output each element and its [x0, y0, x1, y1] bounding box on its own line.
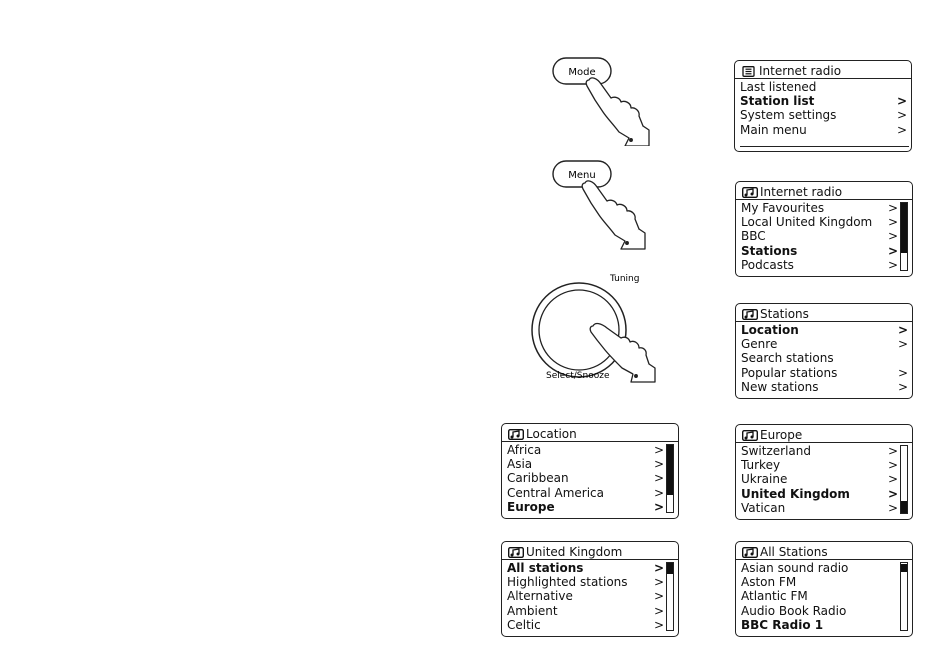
- submenu-arrow-icon: >: [888, 444, 899, 458]
- menu-item-label: BBC: [741, 229, 766, 244]
- screen-title: [736, 307, 912, 322]
- music-folder-icon: [508, 429, 524, 440]
- menu-item-label: Stations: [741, 243, 798, 258]
- menu-item-label: Asia: [507, 457, 533, 472]
- submenu-arrow-icon: >: [654, 617, 665, 632]
- submenu-arrow-icon: >: [898, 379, 909, 394]
- menu-item-label: Location: [741, 323, 799, 337]
- submenu-arrow-icon: >: [897, 94, 908, 109]
- menu-item-label: Popular stations: [741, 365, 838, 380]
- screen-title: [736, 545, 912, 560]
- display-screen-internet-radio-menu: [735, 181, 913, 277]
- menu-item-label: BBC Radio 1: [741, 617, 824, 632]
- screen-title-text: Stations: [760, 307, 809, 321]
- screen-title: [502, 427, 678, 442]
- screen-title-text: Europe: [760, 428, 803, 442]
- menu-item-label: Turkey: [741, 458, 781, 473]
- menu-item[interactable]: [741, 618, 908, 632]
- scrollbar[interactable]: [900, 202, 908, 271]
- menu-item[interactable]: [741, 229, 908, 243]
- menu-item[interactable]: [741, 351, 908, 365]
- submenu-arrow-icon: >: [888, 201, 899, 215]
- submenu-arrow-icon: >: [898, 365, 909, 380]
- screen-menu-list: [740, 80, 907, 137]
- scrollbar-thumb[interactable]: [667, 563, 673, 574]
- menu-item-label: Caribbean: [507, 471, 569, 486]
- screen-title-text: Internet radio: [760, 185, 843, 199]
- menu-item[interactable]: [507, 604, 674, 618]
- menu-item-label: Central America: [507, 485, 605, 500]
- screen-title: [735, 64, 911, 79]
- menu-item[interactable]: [740, 123, 907, 137]
- submenu-arrow-icon: >: [654, 443, 665, 457]
- menu-item[interactable]: [507, 618, 674, 632]
- menu-item-label: Asian sound radio: [741, 561, 849, 575]
- screen-title: [736, 185, 912, 200]
- menu-item-label: Highlighted stations: [507, 575, 628, 590]
- display-screen-all-stations: [735, 541, 913, 637]
- menu-item-label: Genre: [741, 337, 778, 352]
- menu-item[interactable]: [740, 108, 907, 122]
- menu-item-label: Atlantic FM: [741, 589, 808, 604]
- submenu-arrow-icon: >: [888, 500, 899, 515]
- submenu-arrow-icon: >: [888, 458, 899, 473]
- menu-item[interactable]: [507, 500, 674, 514]
- menu-item[interactable]: [507, 471, 674, 485]
- menu-item[interactable]: [741, 380, 908, 394]
- menu-item[interactable]: [741, 472, 908, 486]
- submenu-arrow-icon: >: [897, 108, 908, 123]
- menu-button-illustration: [545, 157, 655, 251]
- pointing-hand-icon: [582, 181, 645, 249]
- submenu-arrow-icon: >: [654, 561, 665, 575]
- menu-item[interactable]: [507, 457, 674, 471]
- menu-item[interactable]: [741, 215, 908, 229]
- menu-item-label: Celtic: [507, 617, 541, 632]
- menu-item-label: System settings: [740, 108, 837, 123]
- display-screen-location: [501, 423, 679, 519]
- music-folder-icon: [742, 547, 758, 558]
- submenu-arrow-icon: >: [898, 323, 909, 337]
- menu-item-label: Main menu: [740, 122, 807, 137]
- menu-item-label: Last listened: [740, 80, 817, 94]
- menu-item-label: My Favourites: [741, 201, 825, 215]
- submenu-arrow-icon: >: [654, 485, 665, 500]
- submenu-arrow-icon: >: [654, 457, 665, 472]
- menu-item-label: New stations: [741, 379, 819, 394]
- menu-item[interactable]: [741, 458, 908, 472]
- menu-item-label: Aston FM: [741, 575, 797, 590]
- menu-item[interactable]: [741, 201, 908, 215]
- menu-item[interactable]: [740, 94, 907, 108]
- menu-item-label: Ukraine: [741, 472, 788, 487]
- submenu-arrow-icon: >: [898, 337, 909, 352]
- menu-item[interactable]: [507, 443, 674, 457]
- menu-item-label: Europe: [507, 499, 555, 514]
- mode-button-label: Mode: [568, 67, 596, 78]
- tuning-knob-illustration: [525, 268, 675, 386]
- screen-title-text: United Kingdom: [526, 545, 623, 559]
- music-folder-icon: [742, 309, 758, 320]
- menu-item-label: Ambient: [507, 603, 558, 618]
- display-screen-europe: [735, 424, 913, 520]
- submenu-arrow-icon: >: [654, 471, 665, 486]
- menu-item[interactable]: [741, 366, 908, 380]
- menu-item-label: Africa: [507, 443, 542, 457]
- screen-title: [502, 545, 678, 560]
- screen-bottom-rule: [740, 146, 909, 147]
- menu-item[interactable]: [741, 561, 908, 575]
- menu-item[interactable]: [507, 575, 674, 589]
- menu-item[interactable]: [741, 323, 908, 337]
- menu-item[interactable]: [507, 561, 674, 575]
- menu-item[interactable]: [741, 604, 908, 618]
- menu-item[interactable]: [741, 258, 908, 272]
- menu-item[interactable]: [741, 444, 908, 458]
- tuning-label: Tuning: [610, 274, 640, 284]
- menu-item-label: Podcasts: [741, 257, 794, 272]
- menu-item[interactable]: [741, 244, 908, 258]
- screen-menu-list: [741, 561, 908, 632]
- menu-item[interactable]: [507, 486, 674, 500]
- submenu-arrow-icon: >: [888, 229, 899, 244]
- screen-menu-list: [741, 444, 908, 515]
- menu-item-label: Alternative: [507, 589, 573, 604]
- submenu-arrow-icon: >: [654, 603, 665, 618]
- menu-item[interactable]: [740, 80, 907, 94]
- scrollbar-thumb[interactable]: [901, 501, 907, 513]
- submenu-arrow-icon: >: [654, 575, 665, 590]
- submenu-arrow-icon: >: [897, 122, 908, 137]
- select-snooze-label: Select/Snooze: [546, 371, 610, 381]
- screen-title-text: Location: [526, 427, 577, 441]
- menu-item-label: Search stations: [741, 351, 834, 366]
- tuning-knob-icon[interactable]: [532, 283, 626, 377]
- menu-item-label: Audio Book Radio: [741, 603, 847, 618]
- submenu-arrow-icon: >: [888, 472, 899, 487]
- submenu-arrow-icon: >: [654, 499, 665, 514]
- menu-list-icon: [741, 66, 757, 77]
- screen-title-text: All Stations: [760, 545, 828, 559]
- scrollbar-thumb[interactable]: [667, 445, 673, 495]
- menu-item[interactable]: [507, 589, 674, 603]
- menu-item[interactable]: [741, 337, 908, 351]
- screen-menu-list: [507, 443, 674, 514]
- scrollbar[interactable]: [900, 562, 908, 631]
- menu-item-label: United Kingdom: [741, 486, 850, 501]
- music-folder-icon: [742, 187, 758, 198]
- scrollbar-thumb[interactable]: [901, 564, 907, 572]
- menu-item-label: Station list: [740, 94, 815, 109]
- menu-item-label: Switzerland: [741, 444, 811, 458]
- menu-item[interactable]: [741, 487, 908, 501]
- mode-button-illustration: [545, 52, 655, 146]
- scrollbar-thumb[interactable]: [901, 203, 907, 253]
- menu-item-label: Vatican: [741, 500, 786, 515]
- display-screen-united-kingdom: [501, 541, 679, 637]
- screen-menu-list: [741, 201, 908, 272]
- menu-item[interactable]: [741, 589, 908, 603]
- scrollbar[interactable]: [666, 444, 674, 513]
- screen-title-text: Internet radio: [759, 64, 842, 78]
- menu-item-label: Local United Kingdom: [741, 215, 873, 230]
- music-folder-icon: [508, 547, 524, 558]
- scrollbar[interactable]: [900, 445, 908, 514]
- submenu-arrow-icon: >: [654, 589, 665, 604]
- display-screen-internet-radio-main: [734, 60, 912, 152]
- pointing-hand-icon: [586, 78, 649, 146]
- screen-title: [736, 428, 912, 443]
- screen-menu-list: [507, 561, 674, 632]
- display-screen-stations: [735, 303, 913, 399]
- submenu-arrow-icon: >: [888, 243, 899, 258]
- submenu-arrow-icon: >: [888, 486, 899, 501]
- menu-item-label: All stations: [507, 561, 584, 575]
- music-folder-icon: [742, 430, 758, 441]
- menu-item[interactable]: [741, 501, 908, 515]
- menu-button-label: Menu: [568, 170, 596, 181]
- submenu-arrow-icon: >: [888, 215, 899, 230]
- screen-menu-list: [741, 323, 908, 394]
- submenu-arrow-icon: >: [888, 257, 899, 272]
- menu-item[interactable]: [741, 575, 908, 589]
- scrollbar[interactable]: [666, 562, 674, 631]
